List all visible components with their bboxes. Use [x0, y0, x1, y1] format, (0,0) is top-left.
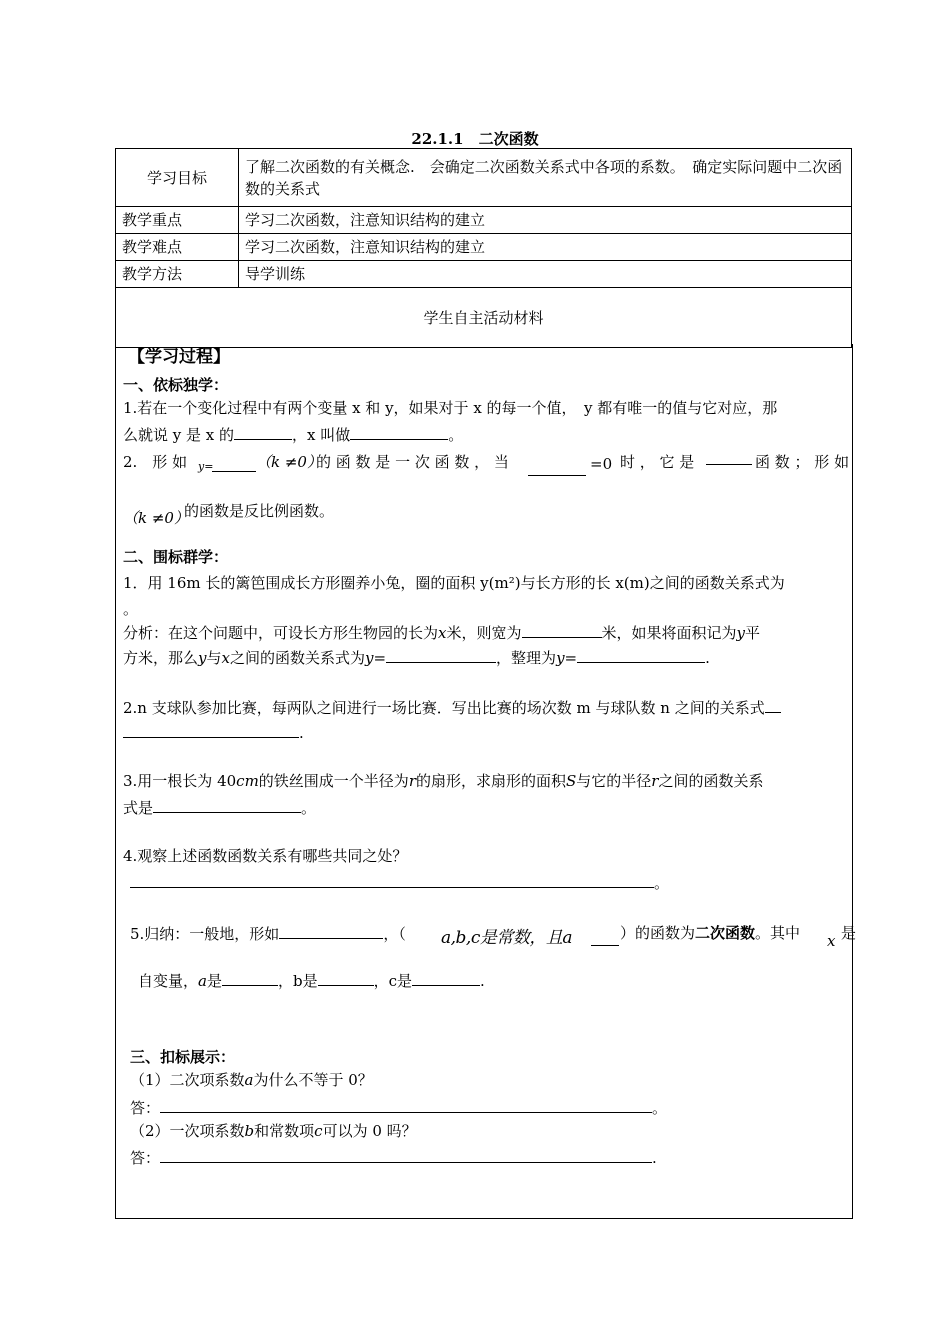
q2-text-d: 函 数 ； 形 如 — [755, 453, 850, 471]
section1-heading: 一、依标独学： — [123, 376, 229, 394]
q2-eq-zero: =0 — [590, 455, 613, 473]
p5-line2: 自变量，a是 ，b是 ，c是 . — [138, 972, 485, 990]
q2-prefix: 2. 形 如 — [123, 453, 188, 471]
p4-line2: 。 — [130, 872, 669, 893]
p5-condition: a,b,c是常数，且a — [441, 928, 572, 948]
answer-blank — [160, 1097, 652, 1113]
e2-answer: 答： . — [130, 1149, 657, 1167]
q2-k-cond-1: （k ≠0） — [256, 453, 322, 471]
q1-line2: 么就说 y 是 x 的 ，x 叫做 。 — [123, 426, 464, 444]
materials-heading: 学生自主活动材料 — [116, 288, 852, 348]
blank — [386, 647, 496, 663]
section2-heading: 二、围标群学： — [123, 548, 229, 566]
p1-analysis-line1: 分析：在这个问题中，可设长方形生物园的长为x米，则宽为 米，如果将面积记为y平 — [123, 624, 761, 642]
blank — [706, 449, 752, 465]
e2-question: （2）一次项系数b和常数项c可以为 0 吗？ — [130, 1122, 417, 1140]
goal-label: 学习目标 — [116, 149, 239, 207]
q2-text-e: 的函数是反比例函数。 — [184, 502, 335, 520]
p2-line2: . — [123, 722, 304, 743]
difficulty-text: 学习二次函数，注意知识结构的建立 — [239, 234, 852, 261]
q1-line1: 1.若在一个变化过程中有两个变量 x 和 y，如果对于 x 的每一个值， y 都有唯一的值与它对应，那 — [123, 399, 778, 417]
blank — [234, 424, 292, 440]
process-heading: 【学习过程】 — [128, 347, 230, 367]
p5-is: 是 — [841, 924, 857, 942]
section3-heading: 三、扣标展示： — [130, 1048, 236, 1066]
focus-text: 学习二次函数，注意知识结构的建立 — [239, 207, 852, 234]
method-text: 导学训练 — [239, 261, 852, 288]
e1-answer: 答： 。 — [130, 1099, 668, 1117]
blank — [318, 970, 374, 986]
answer-blank — [160, 1147, 652, 1163]
q2-text-c: 时 ， 它 是 — [620, 453, 695, 471]
focus-label: 教学重点 — [116, 207, 239, 234]
q2-k-cond-2: （k ≠0） — [123, 509, 189, 527]
blank — [522, 622, 602, 638]
blank — [123, 722, 299, 738]
blank — [130, 872, 654, 888]
blank — [765, 697, 781, 713]
info-table — [115, 148, 852, 348]
q2-text-b: 的 函 数 是 一 次 函 数 ， 当 — [316, 453, 509, 471]
blank — [153, 797, 301, 813]
p5-line1-a: 5.归纳：一般地，形如 ，（ — [130, 925, 406, 943]
p2-line1: 2.n 支球队参加比赛，每两队之间进行一场比赛．写出比赛的场次数 m 与球队数 n 之间的关系式 — [123, 697, 781, 718]
p5-x-var: x — [827, 932, 836, 950]
blank — [577, 647, 705, 663]
goal-text: 了解二次函数的有关概念. 会确定二次函数关系式中各项的系数。 确定实际问题中二次函数的关系式 — [239, 149, 852, 207]
blank — [222, 970, 278, 986]
p4-line1: 4.观察上述函数函数关系有哪些共同之处？ — [123, 847, 408, 865]
blank — [591, 930, 619, 946]
page-title: 22.1.1 二次函数 — [411, 130, 539, 148]
blank — [350, 424, 448, 440]
p1-analysis-line2: 方米，那么y与x之间的函数关系式为y= ，整理为y= . — [123, 649, 710, 667]
blank — [212, 456, 256, 472]
p5-line1-b: ）的函数为二次函数。其中 — [620, 924, 801, 942]
blank — [412, 970, 480, 986]
p3-line1: 3.用一根长为 40cm的铁丝围成一个半径为r的扇形，求扇形的面积S与它的半径r之间的函数关系 — [123, 772, 764, 790]
blank — [528, 460, 586, 476]
p1-line2: 。 — [123, 600, 139, 618]
method-label: 教学方法 — [116, 261, 239, 288]
p3-line2: 式是 。 — [123, 799, 317, 817]
difficulty-label: 教学难点 — [116, 234, 239, 261]
blank — [279, 923, 383, 939]
p1-line1: 1．用 16m 长的篱笆围成长方形圈养小兔，圈的面积 y(m²)与长方形的长 x(m)之间的函数关系式为 — [123, 574, 785, 592]
e1-question: （1）二次项系数a为什么不等于 0？ — [130, 1071, 373, 1089]
q2-y-eq: y= — [198, 460, 214, 473]
